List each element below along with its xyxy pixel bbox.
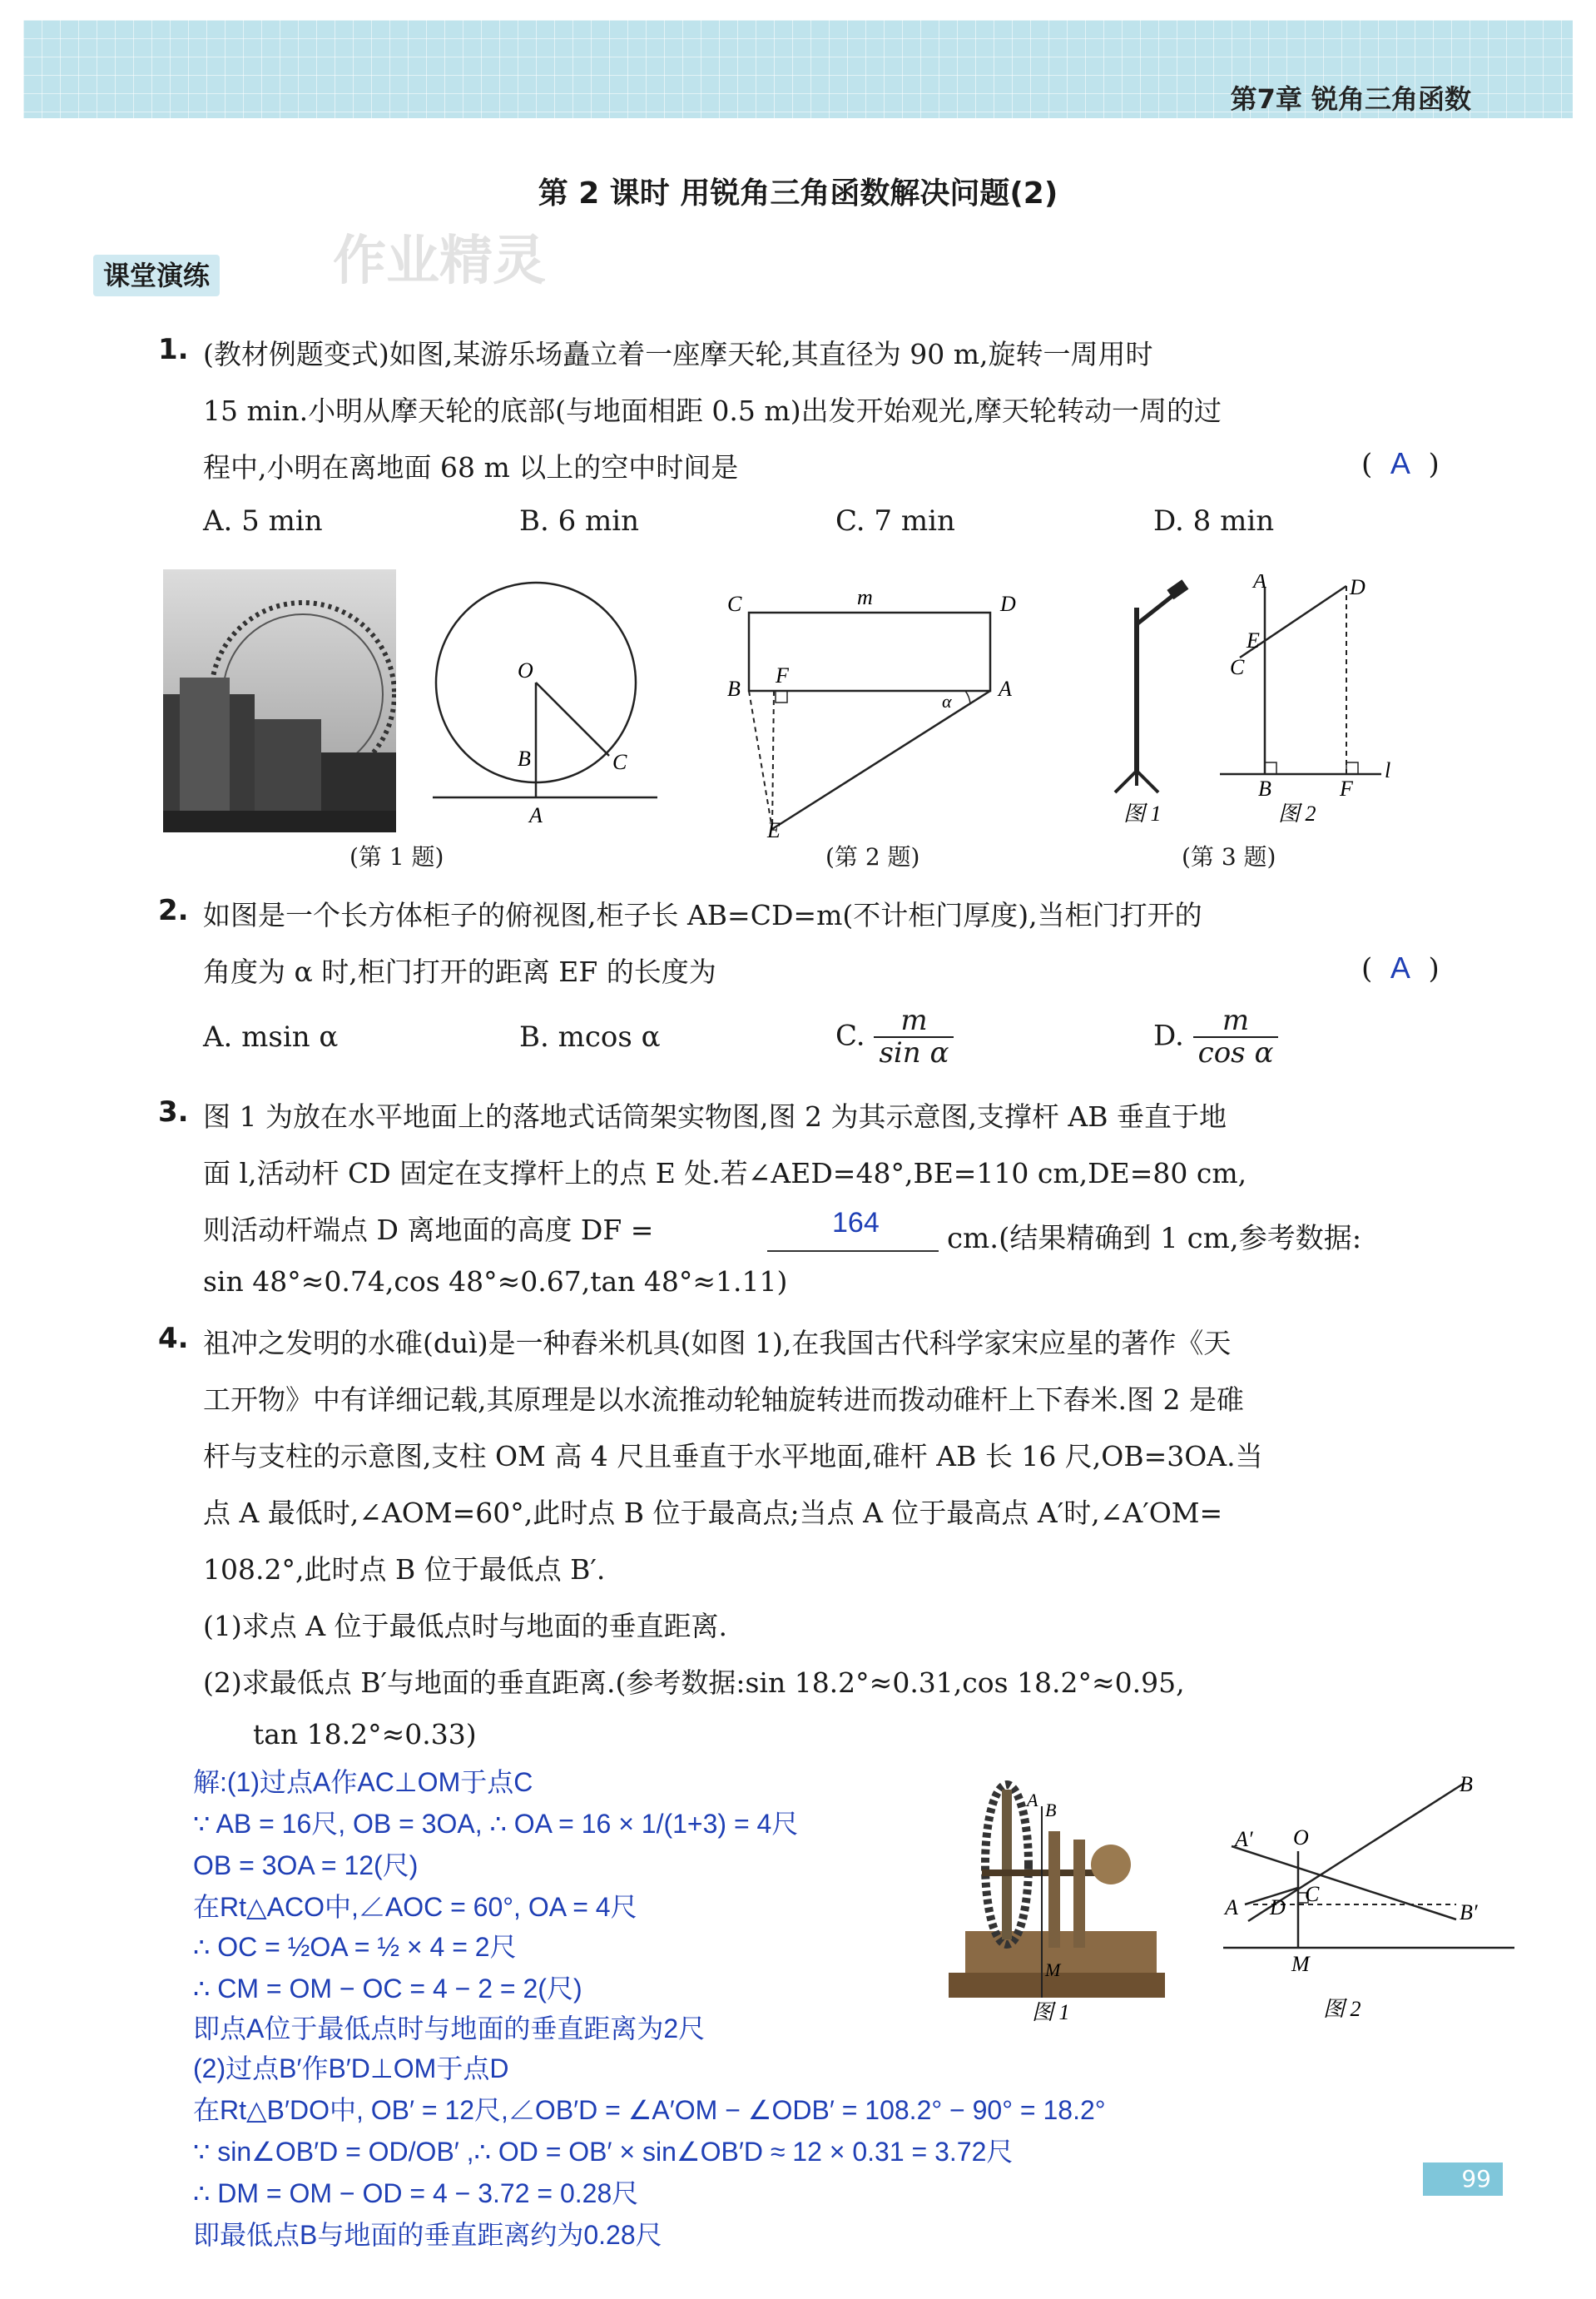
q4-line-4: 点 A 最低时,∠AOM=60°,此时点 B 位于最高点;当点 A 位于最高点 A′时,∠A′OM= [203,1497,1223,1529]
ferris-wheel-photo [163,569,396,832]
q4-line-5: 108.2°,此时点 B 位于最低点 B′. [203,1553,606,1586]
q2-option-d-denominator: cos α [1197,1036,1274,1070]
q3-line-1: 图 1 为放在水平地面上的落地式话筒架实物图,图 2 为其示意图,支撑杆 AB 垂直于地 [203,1100,1227,1133]
q2-cabinet-diagram [724,583,1040,841]
q2-option-c-numerator: m [874,1006,954,1038]
q2-option-c [835,1006,954,1070]
svg-text:l: l [1385,758,1391,782]
q2-option-b: B. mcos α [519,1020,661,1054]
q4-part-2: (2)求最低点 B′与地面的垂直距离.(参考数据:sin 18.2°≈0.31,cos 18.2°≈0.95, [203,1666,1185,1699]
svg-text:B: B [1460,1772,1473,1796]
solution-line-3: OB = 3OA = 12(尺) [193,1850,419,1880]
q4-part-2-ref: tan 18.2°≈0.33) [253,1718,477,1750]
q1-option-a: A. 5 min [203,504,323,538]
q1-caption: (第 1 题) [349,843,444,871]
svg-text:A: A [1027,1790,1038,1810]
q2-line-1: 如图是一个长方体柜子的俯视图,柜子长 AB=CD=m(不计柜门厚度),当柜门打开的 [203,899,1202,931]
q3-line-3: 则活动杆端点 D 离地面的高度 DF = [203,1214,654,1246]
svg-text:B′: B′ [1460,1900,1478,1924]
q2-option-d-fraction [1193,1006,1279,1070]
q2-caption: (第 2 题) [825,843,920,871]
svg-text:O: O [1293,1825,1309,1850]
q2-number: 2. [158,894,189,927]
q2-option-c-fraction [874,1006,954,1070]
solution-line-4: 在Rt△ACO中,∠AOC = 60°, OA = 4尺 [193,1892,637,1922]
q3-fig1-label: 图 1 [1123,802,1162,826]
svg-text:E: E [767,818,781,841]
q1-answer-bracket: ( A ) [1361,446,1440,481]
solution-line-6: ∴ CM = OM − OC = 4 − 2 = 2(尺) [193,1974,582,2004]
svg-text:D: D [1270,1895,1286,1919]
q3-mic-stand-diagram [1082,574,1406,841]
q1-option-c: C. 7 min [835,504,955,538]
q2-answer-bracket: ( A ) [1361,951,1440,986]
solution-line-10: ∵ sin∠OB′D = OD/OB′ ,∴ OD = OB′ × sin∠OB′D ≈ 12 × 0.31 = 3.72尺 [193,2137,1014,2167]
q2-option-d-prefix: D. [1153,1019,1184,1053]
svg-text:m: m [857,585,873,609]
solution-line-11: ∴ DM = OM − OD = 4 − 3.72 = 0.28尺 [193,2178,639,2208]
q4-line-3: 杆与支柱的示意图,支柱 OM 高 4 尺且垂直于水平地面,碓杆 AB 长 16 尺,OB=3OA.当 [203,1440,1263,1472]
svg-text:M: M [1291,1952,1310,1976]
solution-line-5: ∴ OC = ½OA = ½ × 4 = 2尺 [193,1932,517,1962]
svg-text:B: B [1258,777,1271,801]
q4-part-1: (1)求点 A 位于最低点时与地面的垂直距离. [203,1610,728,1642]
solution-line-7: 即点A位于最低点时与地面的垂直距离为2尺 [193,2013,706,2043]
q2-option-c-denominator: sin α [879,1036,949,1070]
solution-line-12: 即最低点B与地面的垂直距离约为0.28尺 [193,2220,662,2250]
q2-option-a: A. msin α [203,1020,339,1054]
q2-answer: A [1390,951,1410,985]
svg-text:O: O [518,658,533,683]
q4-number: 4. [158,1322,189,1355]
q4-water-mill-photo [932,1773,1173,2023]
section-tag: 课堂演练 [93,255,220,296]
q3-caption: (第 3 题) [1182,843,1276,871]
q3-reference: sin 48°≈0.74,cos 48°≈0.67,tan 48°≈1.11) [203,1265,788,1298]
svg-text:C: C [1305,1882,1320,1906]
svg-text:C: C [727,592,742,616]
svg-text:C: C [612,750,627,774]
q2-option-d [1153,1006,1278,1070]
q4-fig1-label: 图 1 [1032,2000,1070,2023]
svg-text:A: A [1253,574,1266,593]
q1-line-3: 程中,小明在离地面 68 m 以上的空中时间是 [203,451,739,484]
q2-option-d-numerator: m [1193,1006,1279,1038]
q1-option-b: B. 6 min [519,504,640,538]
q4-lever-diagram [1215,1768,1523,2018]
q3-number: 3. [158,1095,189,1129]
svg-text:F: F [1340,777,1353,801]
q1-line-1: (教材例题变式)如图,某游乐场矗立着一座摩天轮,其直径为 90 m,旋转一周用时 [203,338,1153,370]
q3-answer: 164 [832,1207,880,1239]
q1-option-d: D. 8 min [1153,504,1275,538]
svg-text:B: B [518,747,531,771]
q4-line-1: 祖冲之发明的水碓(duì)是一种舂米机具(如图 1),在我国古代科学家宋应星的著作《天 [203,1327,1232,1359]
q1-circle-diagram [424,573,666,836]
svg-text:A: A [529,803,543,827]
q1-number: 1. [158,333,189,366]
svg-text:A: A [999,677,1012,701]
watermark: 作业精灵 [333,231,546,292]
q1-answer: A [1390,446,1410,480]
svg-text:F: F [776,663,789,688]
q4-line-2: 工开物》中有详细记载,其原理是以水流推动轮轴旋转进而拨动碓杆上下舂米.图 2 是碓 [203,1383,1244,1416]
page-number: 99 [1423,2162,1503,2196]
solution-line-8: (2)过点B′作B′D⊥OM于点D [193,2053,509,2083]
q3-after-blank: cm.(结果精确到 1 cm,参考数据: [947,1222,1362,1255]
solution-line-1: 解:(1)过点A作AC⊥OM于点C [193,1767,533,1797]
q4-fig2-label: 图 2 [1323,1997,1361,2018]
svg-text:B: B [727,677,741,701]
svg-text:E: E [1247,628,1260,653]
svg-text:D: D [1000,592,1016,616]
solution-line-2: ∵ AB = 16尺, OB = 3OA, ∴ OA = 16 × 1/(1+3) = 4尺 [193,1809,799,1839]
solution-line-9: 在Rt△B′DO中, OB′ = 12尺,∠OB′D = ∠A′OM − ∠ODB′ = 108.2° − 90° = 18.2° [193,2095,1106,2125]
q1-line-2: 15 min.小明从摩天轮的底部(与地面相距 0.5 m)出发开始观光,摩天轮转动一周的过 [203,395,1222,427]
svg-text:B: B [1045,1800,1057,1820]
svg-text:D: D [1350,575,1366,599]
q2-option-c-prefix: C. [835,1019,865,1053]
q2-line-2: 角度为 α 时,柜门打开的距离 EF 的长度为 [203,956,716,988]
q3-line-2: 面 l,活动杆 CD 固定在支撑杆上的点 E 处.若∠AED=48°,BE=110 cm,DE=80 cm, [203,1157,1247,1189]
svg-text:A: A [1225,1895,1238,1919]
svg-text:α: α [942,691,952,712]
lesson-title: 第 2 课时 用锐角三角函数解决问题(2) [538,176,1058,211]
svg-text:C: C [1230,655,1245,679]
svg-text:M: M [1045,1959,1061,1980]
q3-fig2-label: 图 2 [1278,802,1316,826]
svg-text:A′: A′ [1235,1827,1253,1851]
chapter-title: 第7章 锐角三角函数 [1230,83,1471,115]
